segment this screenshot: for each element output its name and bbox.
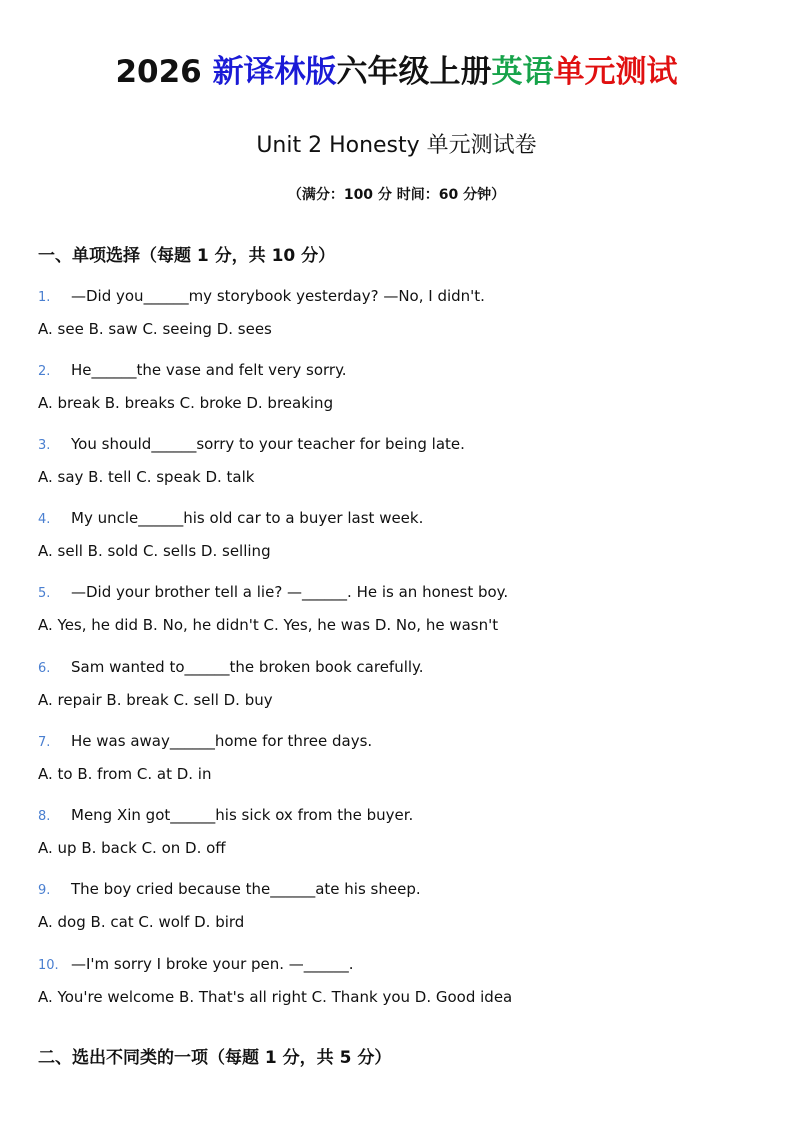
question-options: A. repair B. break C. sell D. buy [38, 691, 273, 709]
question-options: A. dog B. cat C. wolf D. bird [38, 913, 245, 931]
title-part-subject: 英语 [491, 54, 554, 90]
question-options: A. see B. saw C. seeing D. sees [38, 320, 272, 338]
question-number: 9. [38, 883, 51, 898]
question-options: A. to B. from C. at D. in [38, 765, 212, 783]
question-options: A. break B. breaks C. broke D. breaking [38, 394, 334, 412]
section-heading-1: 一、单项选择（每题 1 分，共 10 分） [38, 246, 336, 266]
question-text: My uncle______his old car to a buyer last week. [71, 509, 424, 527]
score-info: （满分：100 分 时间：60 分钟） [287, 187, 506, 203]
question-number: 4. [38, 512, 51, 527]
question-text: The boy cried because the______ate his sheep. [71, 880, 421, 898]
title-part-edition: 新译林版 [212, 54, 337, 90]
question-item [38, 879, 758, 932]
question-item [38, 360, 758, 413]
question-text: He was away______home for three days. [71, 732, 373, 750]
question-text: He______the vase and felt very sorry. [71, 361, 347, 379]
title-part-grade: 六年级上册 [336, 54, 492, 90]
question-item [38, 508, 758, 561]
page-title [0, 46, 793, 91]
question-item [38, 286, 758, 339]
section-heading-2: 二、选出不同类的一项（每题 1 分，共 5 分） [38, 1048, 392, 1068]
question-number: 5. [38, 586, 51, 601]
question-text: Sam wanted to______the broken book carefully. [71, 658, 424, 676]
question-number: 8. [38, 809, 51, 824]
question-text: You should______sorry to your teacher for being late. [71, 435, 465, 453]
question-options: A. Yes, he did B. No, he didn't C. Yes, he was D. No, he wasn't [38, 616, 499, 634]
question-number: 10. [38, 958, 59, 973]
question-text: Meng Xin got______his sick ox from the buyer. [71, 806, 414, 824]
question-text: —I'm sorry I broke your pen. —______. [71, 955, 354, 973]
question-item [38, 657, 758, 710]
question-text: —Did you______my storybook yesterday? —No, I didn't. [71, 287, 485, 305]
question-item [38, 805, 758, 858]
question-text: —Did your brother tell a lie? —______. He is an honest boy. [71, 583, 509, 601]
question-number: 2. [38, 364, 51, 379]
question-number: 3. [38, 438, 51, 453]
question-options: A. up B. back C. on D. off [38, 839, 226, 857]
question-number: 1. [38, 290, 51, 305]
question-number: 6. [38, 661, 51, 676]
question-options: A. say B. tell C. speak D. talk [38, 468, 255, 486]
title-part-year: 2026 [115, 54, 213, 90]
question-item [38, 731, 758, 784]
title-part-test: 单元测试 [553, 54, 678, 90]
page-subtitle: Unit 2 Honesty 单元测试卷 [256, 133, 537, 158]
question-options: A. You're welcome B. That's all right C. Thank you D. Good idea [38, 988, 513, 1006]
question-item [38, 954, 758, 1007]
question-item [38, 434, 758, 487]
question-options: A. sell B. sold C. sells D. selling [38, 542, 271, 560]
question-item [38, 582, 758, 635]
question-number: 7. [38, 735, 51, 750]
